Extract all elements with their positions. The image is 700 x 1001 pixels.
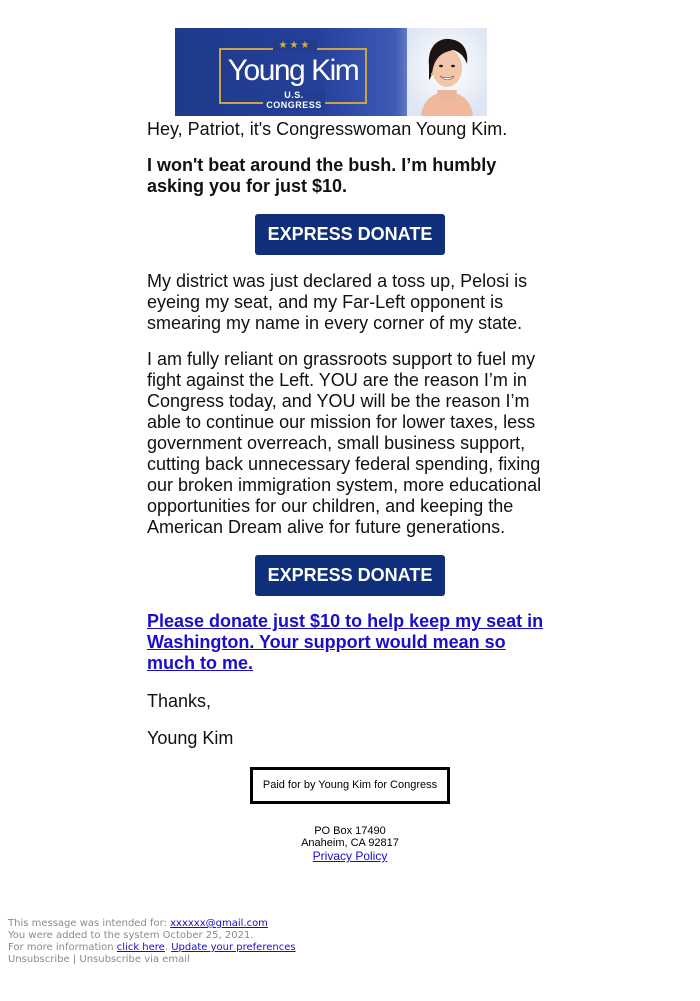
footer-intended-line (8, 918, 296, 930)
express-donate-button[interactable]: EXPRESS DONATE (255, 214, 445, 255)
ask-text: I won't beat around the bush. I’m humbly asking you for just $10. (147, 155, 497, 196)
city-state-zip: Anaheim, CA 92817 (301, 837, 399, 849)
footer-separator: . (164, 942, 172, 953)
footer-added-line: You were added to the system October 25, 2021. (8, 930, 254, 941)
paragraph-toss-up: My district was just declared a toss up, Pelosi is eyeing my seat, and my Far-Left opponent is smearing my name in every corner of my state. (147, 271, 528, 333)
privacy-policy-link[interactable]: Privacy Policy (312, 849, 388, 863)
donate-link[interactable]: Please donate just $10 to help keep my seat in Washington. Your support would mean so much to me. (147, 611, 544, 673)
signature: Young Kim (147, 728, 234, 748)
greeting-text: Hey, Patriot, it's Congresswoman Young Kim. (147, 119, 508, 139)
recipient-email-link[interactable]: xxxxxx@gmail.com (170, 918, 268, 929)
footer-intended-label: This message was intended for: (8, 918, 171, 929)
footer-more-info-line (8, 942, 296, 954)
update-preferences-link[interactable]: Update your preferences (171, 942, 296, 953)
footer-more-info-label: For more information (8, 942, 117, 953)
closing-thanks: Thanks, (147, 691, 212, 711)
po-box: PO Box 17490 (314, 825, 386, 837)
unsubscribe-line[interactable]: Unsubscribe | Unsubscribe via email (8, 954, 190, 965)
mailing-address (250, 825, 450, 863)
paid-for-disclaimer: Paid for by Young Kim for Congress (250, 767, 450, 804)
email-footer (8, 918, 296, 966)
click-here-link[interactable]: click here (116, 942, 165, 953)
header-banner (175, 28, 490, 116)
logo-name: Young Kim (227, 54, 359, 87)
candidate-portrait (407, 28, 487, 116)
logo-subtitle: U.S. CONGRESS (263, 90, 325, 110)
logo-stars: ★★★ (273, 40, 317, 51)
express-donate-button-secondary[interactable]: EXPRESS DONATE (255, 555, 445, 596)
paragraph-grassroots: I am fully reliant on grassroots support to fuel my fight against the Left. YOU are the reason I’m in Congress today, and YOU will be the reason I’m able to continue our mission for lower taxes, less government overreach, small business support, cutting back unnecessary federal spending, fixing our broken immigration system, more educational opportunities for our children, and keeping the American Dream alive for future generations. (147, 349, 542, 537)
